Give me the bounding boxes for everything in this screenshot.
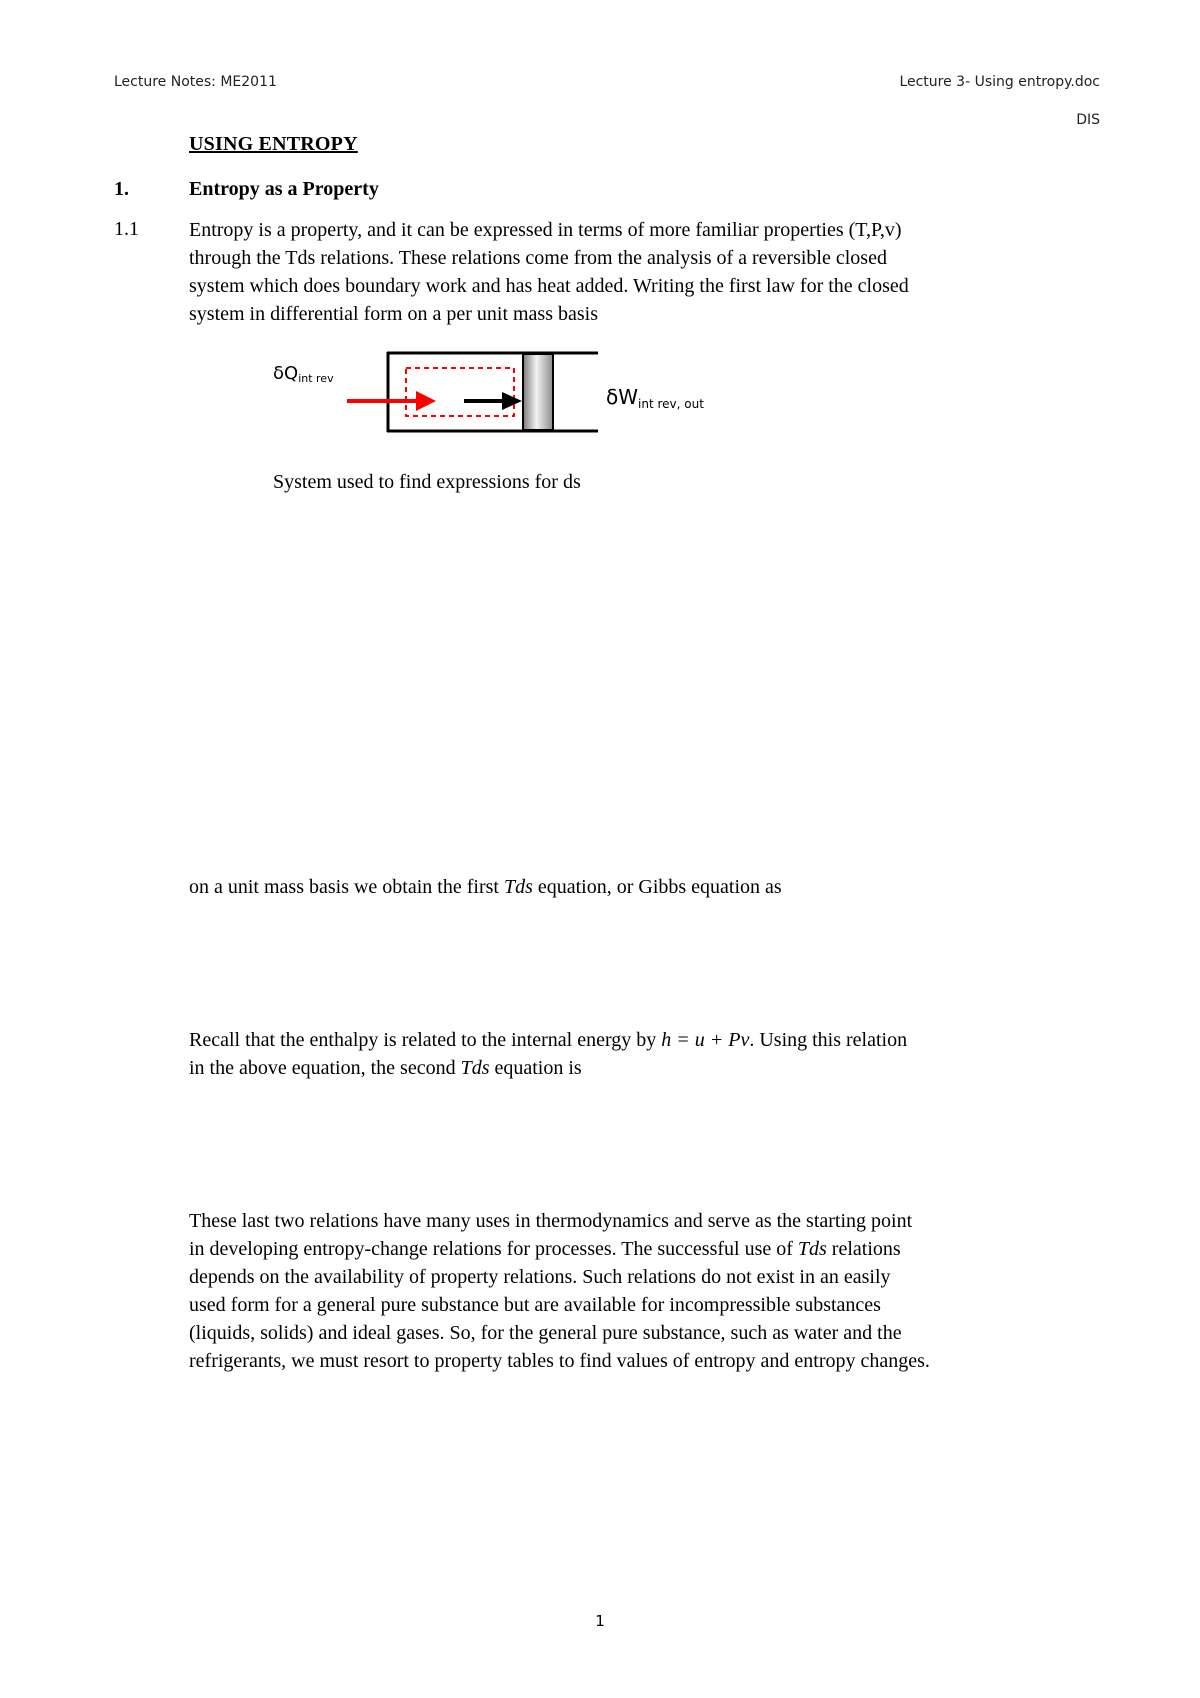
enthalpy-relation: h = u + Pv [661, 1029, 750, 1051]
work-arrow-head [502, 392, 522, 410]
header-course: Lecture Notes: ME2011 [114, 74, 277, 90]
system-boundary [406, 368, 514, 416]
section-title: Entropy as a Property [189, 178, 379, 200]
header-filename: Lecture 3- Using entropy.doc [899, 74, 1100, 90]
paragraph-line: through the Tds relations. These relations come from the analysis of a reversible closed [189, 247, 887, 269]
document-title: USING ENTROPY [189, 133, 358, 155]
page-number: 1 [595, 1612, 605, 1630]
work-label: $\delta W_{int rev, out}$ [606, 385, 704, 411]
paragraph-enthalpy: Recall that the enthalpy is related to the internal energy by h = u + Pv. Using this relation in the above equation, the second Tds equation is [189, 1029, 908, 1079]
diagram-caption: System used to find expressions for ds [273, 471, 581, 493]
heat-label: $\delta Q_{int rev}$ [273, 363, 334, 385]
header-initials: DIS [1076, 112, 1100, 128]
paragraph-intro [189, 216, 1089, 328]
heat-arrow-head [416, 391, 436, 411]
subsection-number: 1.1 [114, 218, 139, 240]
paragraph-uses: These last two relations have many uses in thermodynamics and serve as the starting point in developing entropy-change relations for processes. The successful use of Tds relations depends on the availability of property relations. Such relations do not exist in an easily used form for a general pure substance but are available for incompressible substances (liquids, solids) and ideal gases. So, for the general pure substance, such as water and the refrigerants, we must resort to property tables to find values of entropy and entropy changes. [189, 1210, 930, 1372]
paragraph-line: system which does boundary work and has heat added. Writing the first law for the closed [189, 275, 909, 297]
paragraph-line: Entropy is a property, and it can be expressed in terms of more familiar properties (T,P,v) [189, 219, 902, 241]
piston [523, 354, 553, 430]
paragraph-gibbs: on a unit mass basis we obtain the first Tds equation, or Gibbs equation as [189, 876, 782, 898]
paragraph-line: system in differential form on a per unit mass basis [189, 303, 598, 325]
section-number: 1. [114, 178, 129, 200]
